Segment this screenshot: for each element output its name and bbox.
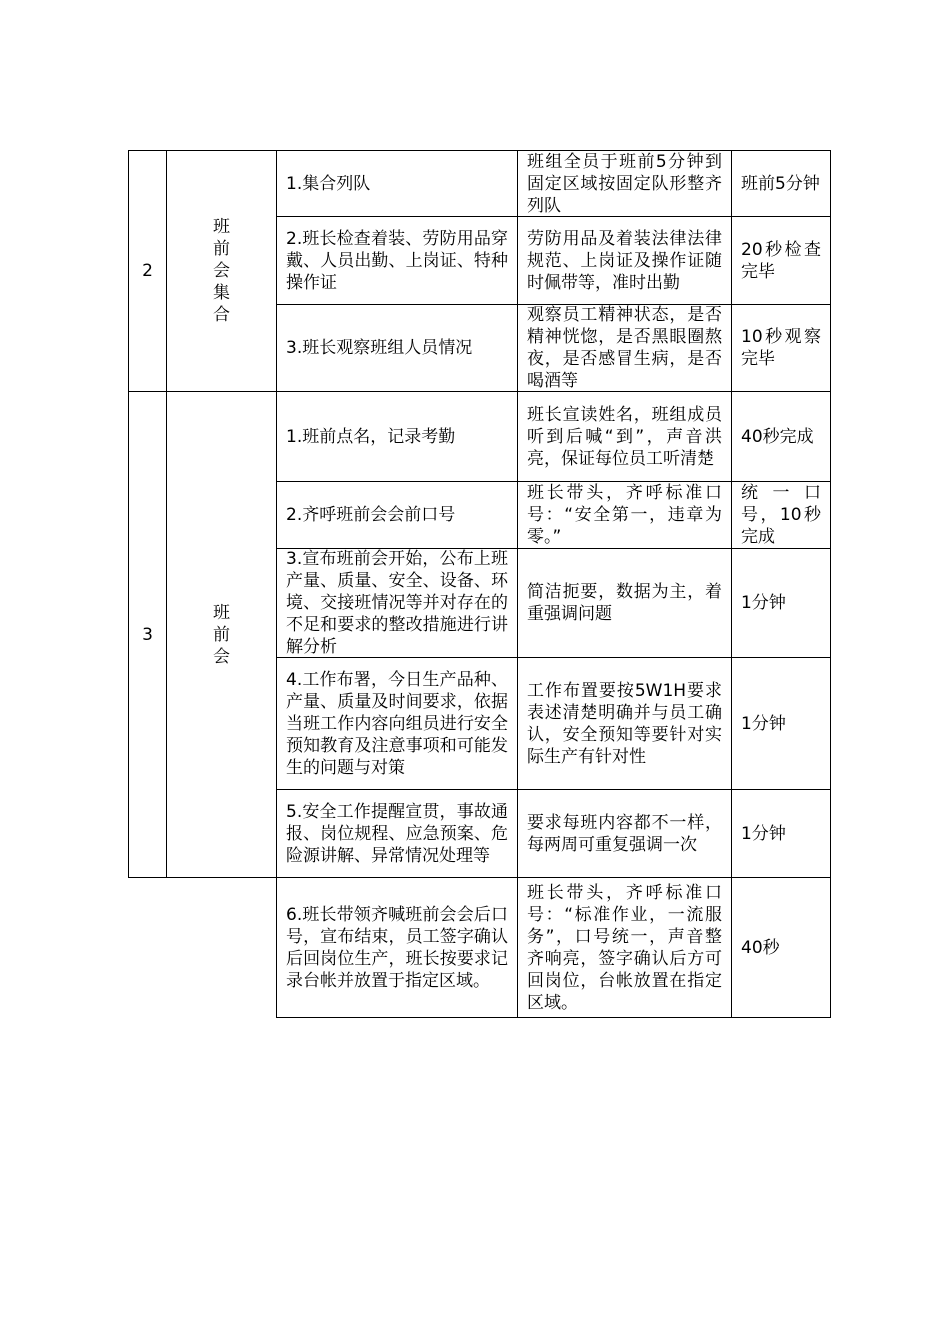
step-cell [276,548,518,658]
time-cell [731,657,831,790]
standard-text: 劳防用品及着装法律法律规范、上岗证及操作证随时佩带等，准时出勤 [527,228,722,293]
step-text: 1.集合列队 [286,173,371,194]
step-text: 5.安全工作提醒宣贯，事故通报、岗位规程、应急预案、危险源讲解、异常情况处理等 [286,801,508,866]
section-number-cell [128,391,167,878]
standard-cell [517,391,732,482]
step-cell [276,391,518,482]
standard-text: 班组全员于班前5分钟到固定区域按固定队形整齐列队 [527,151,722,216]
step-text: 4.工作布署，今日生产品种、产量、质量及时间要求，依据当班工作内容向组员进行安全预知教育及注意事项和可能发生的问题与对策 [286,669,508,778]
section-number: 3 [142,624,153,645]
time-cell [731,150,831,217]
step-text: 1.班前点名，记录考勤 [286,426,456,447]
time-text: 40秒 [741,937,780,958]
step-cell [276,304,518,392]
time-text: 10秒观察完毕 [741,327,821,369]
section-number: 2 [142,261,153,281]
standard-text: 要求每班内容都不一样，每两周可重复强调一次 [527,812,722,855]
time-cell [731,391,831,482]
section-label: 班前会 [213,602,230,667]
time-cell [731,481,831,549]
standard-cell [517,657,732,790]
time-cell [731,216,831,305]
step-cell [276,216,518,305]
step-cell [276,789,518,878]
standard-text: 班长带头，齐呼标准口号：“安全第一，违章为零。” [527,483,722,547]
section-number-cell [128,150,167,392]
step-text: 2.齐呼班前会会前口号 [286,505,456,525]
step-text: 3.班长观察班组人员情况 [286,338,473,358]
standard-text: 简洁扼要，数据为主，着重强调问题 [527,582,722,624]
step-cell [276,150,518,217]
step-text: 3.宣布班前会开始，公布上班产量、质量、安全、设备、环境、交接班情况等并对存在的不足和要求的整改措施进行讲解分析 [286,549,508,657]
time-text: 统一口号，10秒完成 [741,483,821,547]
standard-cell [517,548,732,658]
standard-cell [517,877,732,1018]
standard-text: 观察员工精神状态，是否精神恍惚，是否黑眼圈熬夜，是否感冒生病，是否喝酒等 [527,305,722,391]
time-text: 40秒完成 [741,426,814,447]
step-text: 6.班长带领齐喊班前会会后口号，宣布结束，员工签字确认后回岗位生产，班长按要求记录台帐并放置于指定区域。 [286,904,508,991]
time-cell [731,877,831,1018]
step-text: 2.班长检查着装、劳防用品穿戴、人员出勤、上岗证、特种操作证 [286,228,508,293]
standard-cell [517,150,732,217]
time-cell [731,789,831,878]
standard-text: 班长带头，齐呼标准口号：“标准作业，一流服务”，口号统一，声音整齐响亮，签字确认后方可回岗位，台帐放置在指定区域。 [527,882,722,1013]
time-text: 1分钟 [741,823,786,844]
section-label-cell [166,150,277,392]
time-cell [731,548,831,658]
step-cell [276,877,518,1018]
time-text: 20秒检查完毕 [741,239,821,282]
time-text: 班前5分钟 [741,173,820,194]
time-text: 1分钟 [741,713,786,734]
step-cell [276,657,518,790]
standard-cell [517,216,732,305]
section-label: 班前会集合 [213,217,230,325]
standard-cell [517,304,732,392]
standard-text: 工作布置要按5W1H要求表述清楚明确并与员工确认，安全预知等要针对实际生产有针对性 [527,680,722,767]
step-cell [276,481,518,549]
standard-cell [517,789,732,878]
time-text: 1分钟 [741,593,786,613]
standard-cell [517,481,732,549]
standard-text: 班长宣读姓名，班组成员听到后喊“到”，声音洪亮，保证每位员工听清楚 [527,404,722,469]
time-cell [731,304,831,392]
section-label-cell [166,391,277,878]
